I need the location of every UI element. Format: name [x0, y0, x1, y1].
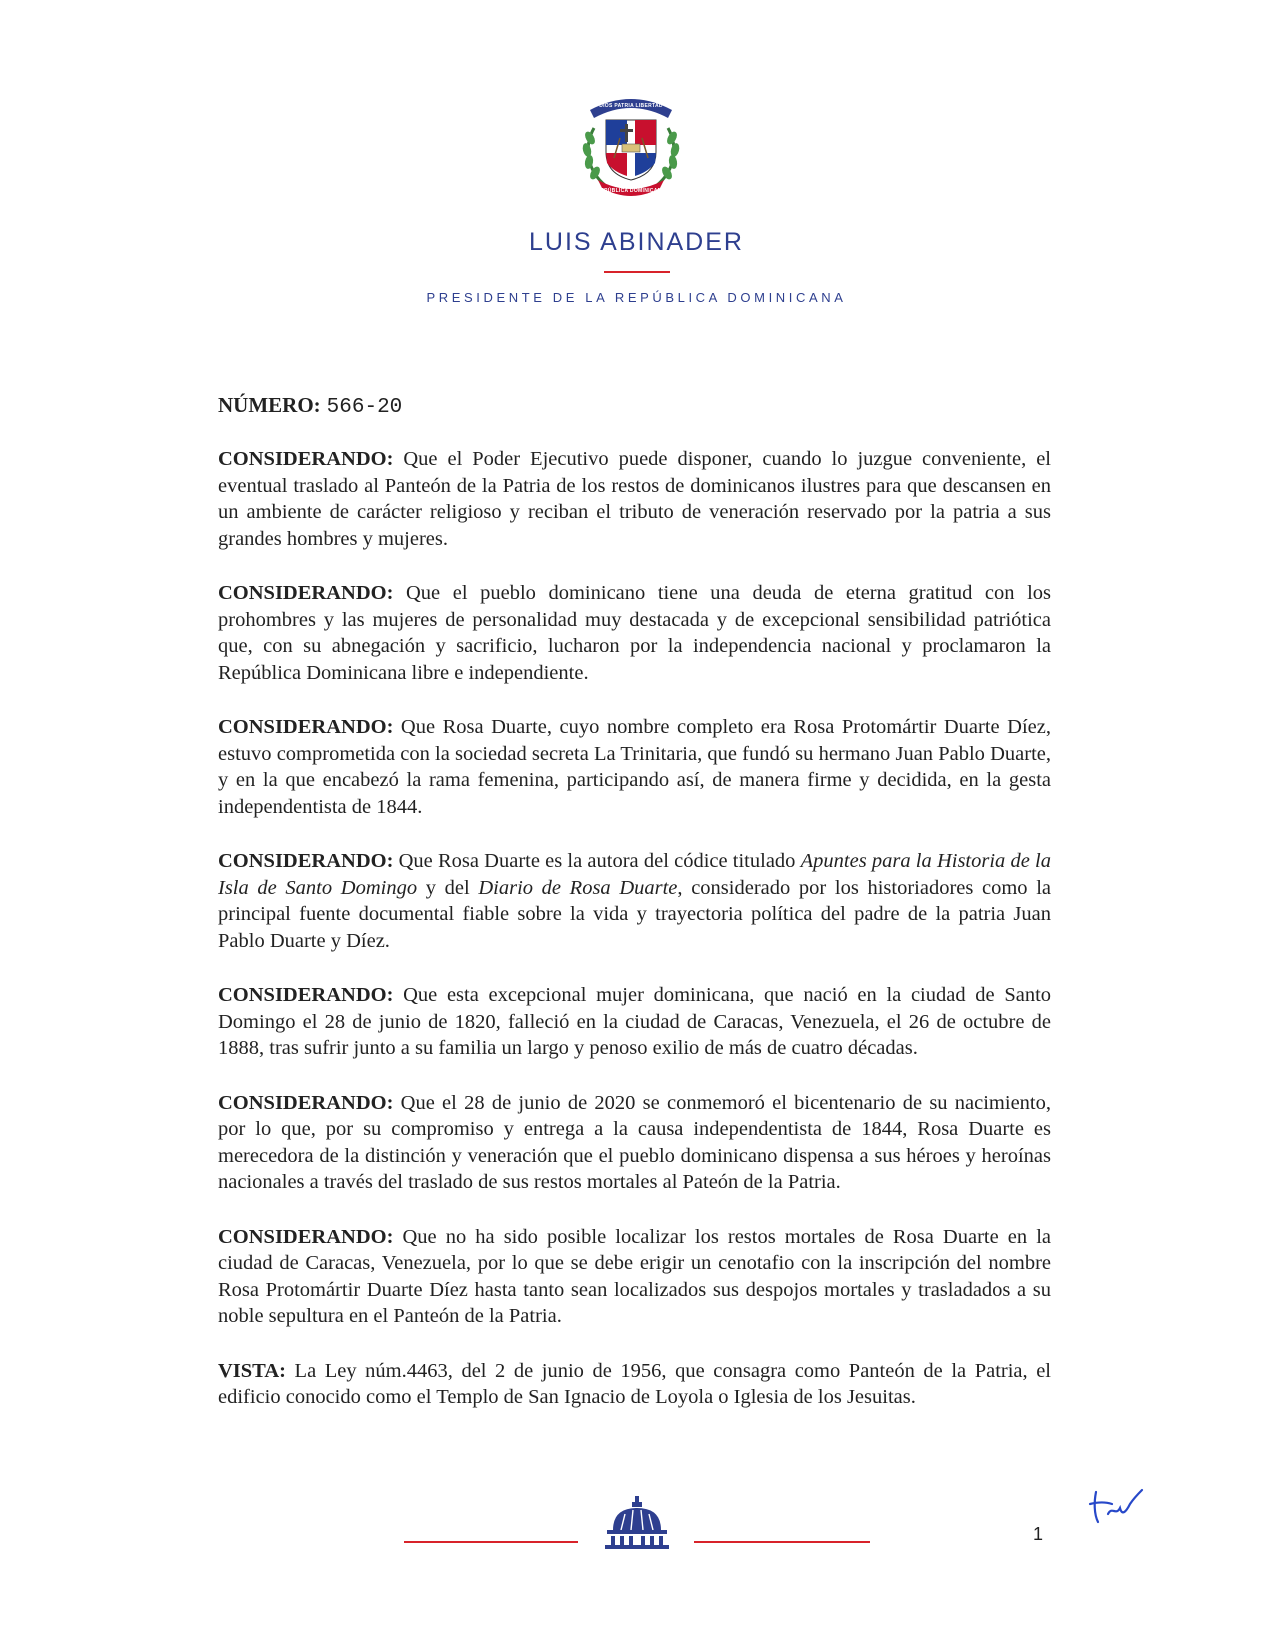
paragraph-label: CONSIDERANDO:	[218, 984, 394, 1006]
seal-ribbon-top: DIOS PATRIA LIBERTAD	[599, 103, 663, 109]
paragraph-label: CONSIDERANDO:	[218, 448, 394, 470]
paragraph-label: CONSIDERANDO:	[218, 1225, 394, 1248]
considerando-paragraph	[218, 580, 1051, 686]
palace-dome-icon	[603, 1496, 671, 1550]
considerando-paragraph	[218, 848, 1051, 954]
president-name: LUIS ABINADER	[529, 228, 744, 256]
paragraph-label: CONSIDERANDO:	[218, 582, 394, 604]
book-title: Apuntes para la Historia de la Isla de Santo Domingo	[218, 850, 1051, 899]
considerando-paragraph	[218, 446, 1051, 552]
paragraph-text: y del	[425, 876, 470, 899]
decree-body	[218, 446, 1051, 1439]
paragraph-label: CONSIDERANDO:	[218, 850, 394, 872]
paragraph-text: Que el pueblo dominicano tiene una deuda de eterna gratitud con los prohombres y las mujeres de personalidad muy destacada y de excepcional sensibilidad patriótica que, con su abnegación y sacrificio, lucharon por la independencia nacional y proclamaron la República Dominicana libre e independiente.	[218, 582, 1052, 684]
paragraph-text: Que no ha sido posible localizar los restos mortales de Rosa Duarte en la ciudad de Caracas, Venezuela, por lo que se debe erigir un cenotafio con la inscripción del nombre Rosa Protomártir Duarte Díez hasta tanto sean localizados sus despojos mortales y trasladados a su noble sepultura en el Panteón de la Patria.	[218, 1225, 1051, 1327]
paragraph-text: Que Rosa Duarte, cuyo nombre completo era Rosa Protomártir Duarte Díez, estuvo comprometida con la sociedad secreta La Trinitaria, que fundó su hermano Juan Pablo Duarte, y en la que encabezó la rama femenina, participando así, de manera firme y decidida, en la gesta independentista de 1844.	[218, 716, 1051, 818]
decree-number	[218, 393, 402, 419]
decree-number-value: 566-20	[326, 396, 403, 419]
initials-signature-icon	[1088, 1486, 1144, 1526]
considerando-paragraph	[218, 982, 1051, 1062]
footer-rule-left	[404, 1541, 578, 1543]
diary-title: Diario de Rosa Duarte	[478, 876, 678, 899]
considerando-paragraph	[218, 714, 1051, 820]
coat-of-arms-icon	[576, 88, 686, 200]
president-title: PRESIDENTE DE LA REPÚBLICA DOMINICANA	[426, 290, 847, 305]
paragraph-text: Que el 28 de junio de 2020 se conmemoró el bicentenario de su nacimiento, por lo que, por su compromiso y entrega a la causa independentista de 1844, Rosa Duarte es merecedora de la distinción y veneración que el pueblo dominicano dispensa a sus héroes y heroínas nacionales a través del traslado de sus restos mortales al Pateón de la Patria.	[218, 1091, 1051, 1193]
paragraph-label: VISTA:	[218, 1359, 286, 1382]
considerando-paragraph	[218, 1224, 1051, 1330]
paragraph-text: La Ley núm.4463, del 2 de junio de 1956, que consagra como Panteón de la Patria, el edificio conocido como el Templo de San Ignacio de Loyola o Iglesia de los Jesuitas.	[218, 1359, 1051, 1408]
decree-number-label: NÚMERO:	[218, 393, 321, 417]
paragraph-text: Que el Poder Ejecutivo puede disponer, cuando lo juzgue conveniente, el eventual traslado al Panteón de la Patria de los restos de dominicanos ilustres para que descansen en un ambiente de carácter religioso y reciban el tributo de veneración reservado por la patria a sus grandes hombres y mujeres.	[218, 448, 1051, 550]
considerando-paragraph	[218, 1090, 1051, 1196]
paragraph-label: CONSIDERANDO:	[218, 716, 394, 738]
paragraph-text: , considerado por los historiadores como la principal fuente documental fiable sobre la vida y trayectoria política del padre de la patria Juan Pablo Duarte y Díez.	[218, 876, 1052, 952]
page-number: 1	[1033, 1524, 1044, 1544]
header-divider	[604, 271, 670, 273]
paragraph-text: Que Rosa Duarte es la autora del códice titulado	[398, 850, 796, 872]
paragraph-text: Que esta excepcional mujer dominicana, que nació en la ciudad de Santo Domingo el 28 de junio de 1820, falleció en la ciudad de Caracas, Venezuela, el 26 de octubre de 1888, tras sufrir junto a su familia un largo y penoso exilio de más de cuatro décadas.	[218, 984, 1052, 1059]
paragraph-label: CONSIDERANDO:	[218, 1091, 394, 1114]
vista-paragraph	[218, 1358, 1051, 1411]
footer-rule-right	[694, 1541, 870, 1543]
seal-ribbon-bottom: REPÚBLICA DOMINICANA	[596, 188, 666, 194]
